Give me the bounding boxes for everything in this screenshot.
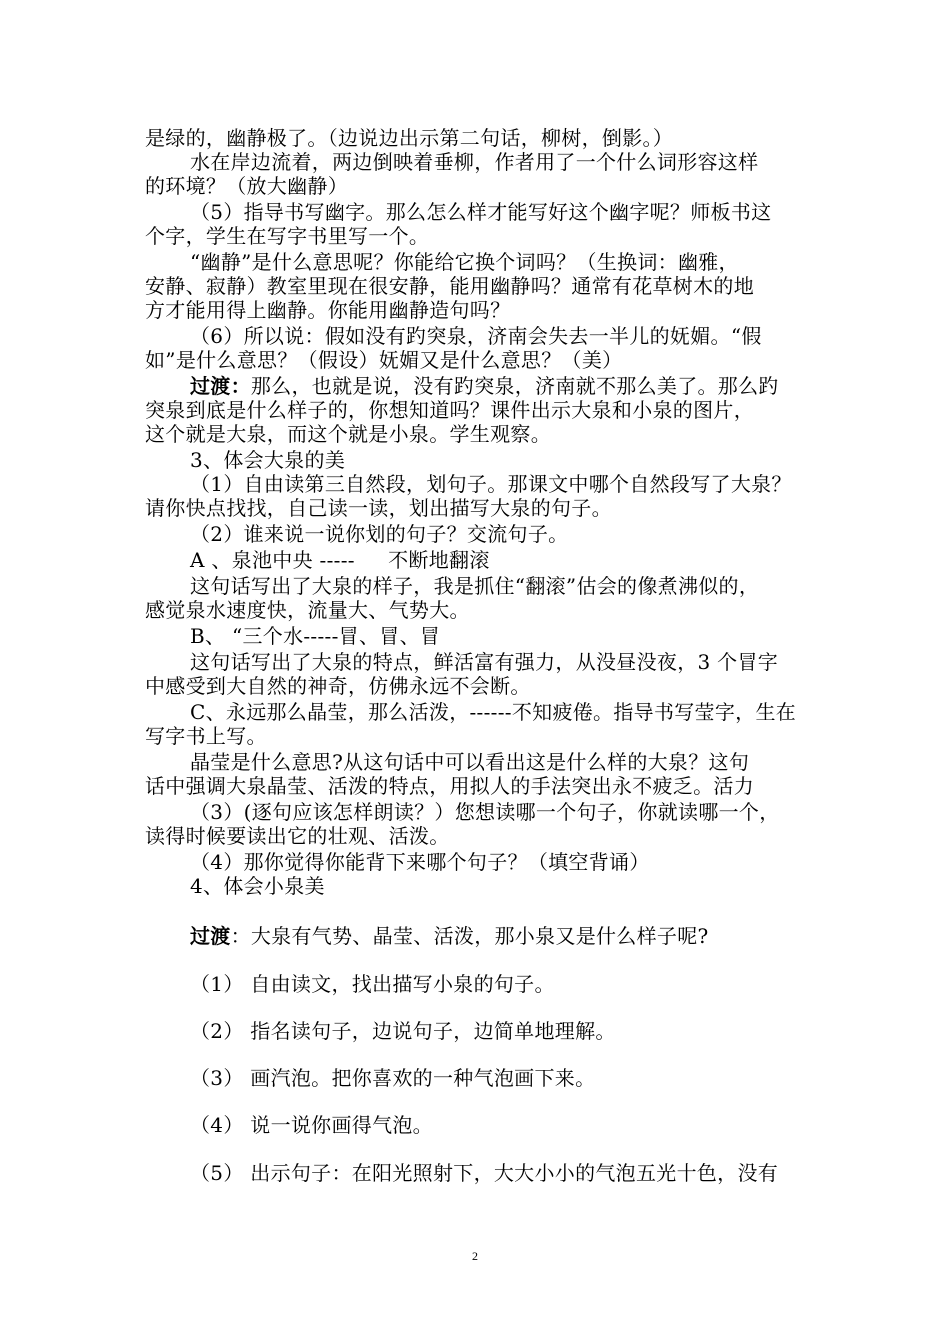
text-line: （6）所以说：假如没有趵突泉，济南会失去一半儿的妩媚。“假 xyxy=(190,324,762,348)
section-heading: 3、体会大泉的美 xyxy=(190,448,346,472)
text-line: 话中强调大泉晶莹、活泼的特点，用拟人的手法突出永不疲乏。活力 xyxy=(145,774,754,798)
text-line-body: 那么，也就是说，没有趵突泉，济南就不那么美了。那么趵 xyxy=(250,374,779,398)
text-line: 突泉到底是什么样子的，你想知道吗？课件出示大泉和小泉的图片， xyxy=(145,398,754,422)
text-line: 方才能用得上幽静。你能用幽静造句吗？ xyxy=(145,298,511,322)
text-line: 这个就是大泉，而这个就是小泉。学生观察。 xyxy=(145,422,551,446)
text-line: 安静、寂静）教室里现在很安静，能用幽静吗？通常有花草树木的地 xyxy=(145,274,754,298)
text-line: 水在岸边流着，两边倒映着垂柳，作者用了一个什么词形容这样 xyxy=(190,150,759,174)
list-item: （3） 画汽泡。把你喜欢的一种气泡画下来。 xyxy=(190,1066,596,1090)
list-item: （1） 自由读文，找出描写小泉的句子。 xyxy=(190,972,555,996)
text-line: （3）(逐句应该怎样朗读？）您想读哪一个句子，你就读哪一个， xyxy=(190,800,780,824)
text-line: “幽静”是什么意思呢？你能给它换个词吗？（生换词：幽雅， xyxy=(190,250,739,274)
text-line: 个字，学生在写字书里写一个。 xyxy=(145,224,430,248)
text-line: （5）指导书写幽字。那么怎么样才能写好这个幽字呢？师板书这 xyxy=(190,200,772,224)
text-line xyxy=(190,374,779,398)
text-line: 的环境？（放大幽静） xyxy=(145,174,348,198)
text-line: 中感受到大自然的神奇，仿佛永远不会断。 xyxy=(145,674,531,698)
text-line: （4）那你觉得你能背下来哪个句子？（填空背诵） xyxy=(190,850,650,874)
text-line: 读得时候要读出它的壮观、活泼。 xyxy=(145,824,450,848)
text-line: 感觉泉水速度快，流量大、气势大。 xyxy=(145,598,470,622)
text-line: 是绿的，幽静极了。（边说边出示第二句话，柳树，倒影。） xyxy=(145,126,674,150)
list-item: （4） 说一说你画得气泡。 xyxy=(190,1113,433,1137)
text-line xyxy=(190,924,709,948)
list-item: （2） 指名读句子，边说句子，边简单地理解。 xyxy=(190,1019,616,1043)
page-number: 2 xyxy=(472,1249,478,1263)
text-line: 请你快点找找，自己读一读，划出描写大泉的句子。 xyxy=(145,496,612,520)
section-heading: 4、体会小泉美 xyxy=(190,874,325,898)
text-line: 这句话写出了大泉的特点，鲜活富有强力，从没昼没夜，3 个冒字 xyxy=(190,650,779,674)
text-line: 如”是什么意思？（假设）妩媚又是什么意思？（美） xyxy=(145,348,623,372)
text-line-body: ：大泉有气势、晶莹、活泼，那小泉又是什么样子呢? xyxy=(230,924,709,948)
text-line: C、永远那么晶莹，那么活泼，------不知疲倦。指导书写莹字，生在 xyxy=(190,700,797,724)
text-line: （1）自由读第三自然段，划句子。那课文中哪个自然段写了大泉？ xyxy=(190,472,792,496)
list-item: （5） 出示句子：在阳光照射下，大大小小的气泡五光十色，没有 xyxy=(190,1161,779,1185)
text-line: 这句话写出了大泉的样子，我是抓住“翻滚”估会的像煮沸似的， xyxy=(190,574,760,598)
transition-label: 过渡： xyxy=(190,374,251,398)
text-line: 写字书上写。 xyxy=(145,724,267,748)
text-line: （2）谁来说一说你划的句子？交流句子。 xyxy=(190,522,569,546)
transition-label: 过渡 xyxy=(190,924,231,948)
text-line: A 、泉池中央 ----- 不断地翻滚 xyxy=(190,548,490,572)
text-line: 晶莹是什么意思?从这句话中可以看出这是什么样的大泉？这句 xyxy=(190,750,750,774)
text-line: B、 “三个水-----冒、冒、冒 xyxy=(190,624,441,648)
